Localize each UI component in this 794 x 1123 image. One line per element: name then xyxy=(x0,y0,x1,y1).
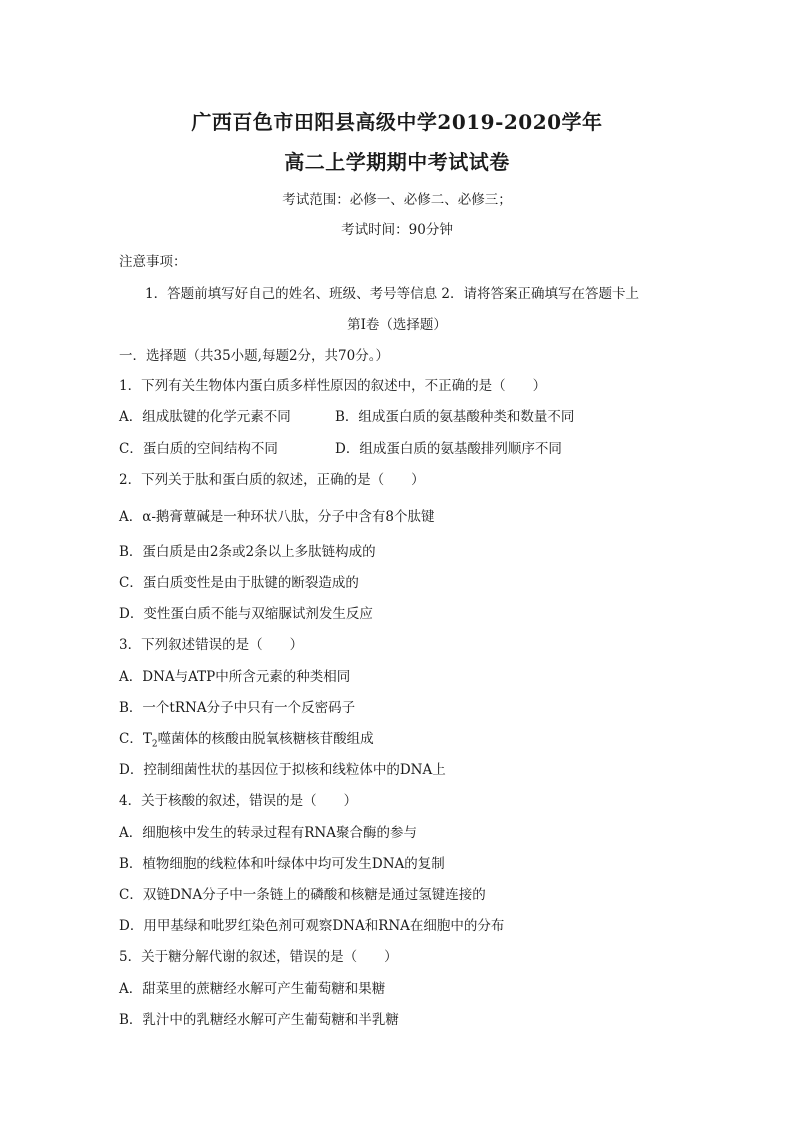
question-5-stem: 5．关于糖分解代谢的叙述，错误的是（ ） xyxy=(119,949,398,965)
question-3-option-c-subscript: 2 xyxy=(151,739,158,750)
question-3-option-b: B．一个tRNA分子中只有一个反密码子 xyxy=(119,700,356,716)
notes-heading: 注意事项： xyxy=(119,254,187,270)
question-3-stem: 3．下列叙述错误的是（ ） xyxy=(119,637,304,653)
question-4-stem: 4．关于核酸的叙述，错误的是（ ） xyxy=(119,793,358,809)
question-4-option-a: A．细胞核中发生的转录过程有RNA聚合酶的参与 xyxy=(119,825,417,841)
question-3-option-c xyxy=(119,727,374,750)
question-1-options-row1 xyxy=(119,405,574,425)
exam-title-line1: 广西百色市田阳县高级中学2019-2020学年 xyxy=(191,110,603,134)
exam-scope: 考试范围：必修一、必修二、必修三； xyxy=(282,192,512,208)
question-1-stem: 1．下列有关生物体内蛋白质多样性原因的叙述中，不正确的是（ ） xyxy=(119,378,547,394)
part-heading: 一．选择题（共35小题,每题2分，共70分。） xyxy=(119,348,389,364)
question-1-option-b: B．组成蛋白质的氨基酸种类和数量不同 xyxy=(335,409,575,425)
question-1-option-d: D．组成蛋白质的氨基酸排列顺序不同 xyxy=(335,441,562,457)
question-1-option-a: A．组成肽键的化学元素不同 xyxy=(119,409,291,425)
question-4-option-d: D．用甲基绿和吡罗红染色剂可观察DNA和RNA在细胞中的分布 xyxy=(119,918,505,934)
exam-title-line2: 高二上学期期中考试试卷 xyxy=(284,150,510,174)
notes-item: 1．答题前填写好自己的姓名、班级、考号等信息 2．请将答案正确填写在答题卡上 xyxy=(145,286,639,302)
question-3-option-a: A．DNA与ATP中所含元素的种类相同 xyxy=(119,669,351,685)
question-4-option-b: B．植物细胞的线粒体和叶绿体中均可发生DNA的复制 xyxy=(119,856,445,872)
question-3-option-c-text: 噬菌体的核酸由脱氧核糖核苷酸组成 xyxy=(157,731,374,747)
question-3-option-d: D．控制细菌性状的基因位于拟核和线粒体中的DNA上 xyxy=(119,762,446,778)
question-5-option-a: A．甜菜里的蔗糖经水解可产生葡萄糖和果糖 xyxy=(119,981,386,997)
exam-time: 考试时间：90分钟 xyxy=(341,222,453,238)
question-3-option-c-prefix: C．T xyxy=(119,731,152,747)
question-2-option-c: C．蛋白质变性是由于肽键的断裂造成的 xyxy=(119,575,359,591)
question-4-option-c: C．双链DNA分子中一条链上的磷酸和核糖是通过氢键连接的 xyxy=(119,887,486,903)
volume-heading: 第I卷（选择题） xyxy=(347,317,447,333)
question-2-option-a: A．α-鹅膏蕈碱是一种环状八肽，分子中含有8个肽键 xyxy=(119,509,435,525)
question-1-options-row2 xyxy=(119,437,562,457)
question-2-option-b: B．蛋白质是由2条或2条以上多肽链构成的 xyxy=(119,544,376,560)
question-1-option-c: C．蛋白质的空间结构不同 xyxy=(119,441,278,457)
question-2-stem: 2．下列关于肽和蛋白质的叙述，正确的是（ ） xyxy=(119,472,425,488)
question-2-option-d: D．变性蛋白质不能与双缩脲试剂发生反应 xyxy=(119,606,373,622)
question-5-option-b: B．乳汁中的乳糖经水解可产生葡萄糖和半乳糖 xyxy=(119,1012,399,1028)
